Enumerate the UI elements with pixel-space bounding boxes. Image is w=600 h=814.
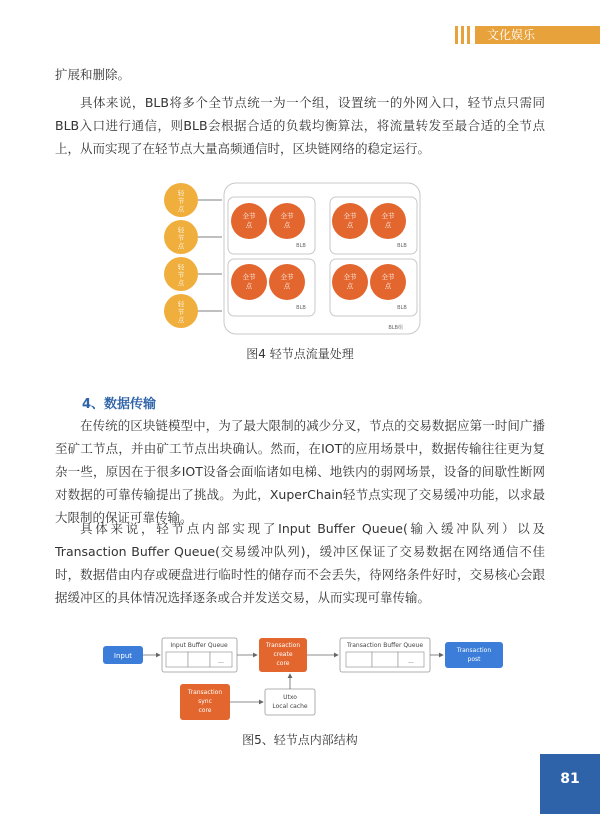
svg-text:全节: 全节 — [280, 212, 294, 220]
svg-text:点: 点 — [283, 282, 291, 290]
paragraph-4: 具体来说，轻节点内部实现了Input Buffer Queue(输入缓冲队列）以及 Transaction Buffer Queue(交易缓冲队列)，缓冲区保证了交易数据在网络通信不佳时，数据借由内存或硬盘进行临时性的储存而不会丢失，待网络条件好时，交易核心会跟据缓冲区的具体情况选择逐条或合并发送交易，从而实现可靠传输。 — [55, 521, 545, 605]
svg-text:点: 点 — [384, 221, 392, 229]
svg-text:点: 点 — [177, 242, 185, 250]
svg-text:Transaction: Transaction — [456, 647, 492, 654]
svg-text:全节: 全节 — [381, 212, 395, 220]
light-node-2 — [164, 220, 198, 254]
svg-text:core: core — [276, 660, 290, 667]
svg-text:core: core — [198, 707, 212, 714]
svg-text:Local cache: Local cache — [272, 703, 308, 710]
svg-text:...: ... — [408, 658, 414, 665]
svg-text:Transaction: Transaction — [265, 642, 301, 649]
svg-text:BLB: BLB — [397, 305, 407, 311]
svg-text:Input Buffer Queue: Input Buffer Queue — [170, 642, 228, 649]
svg-text:全节: 全节 — [381, 273, 395, 281]
paragraph-1: 扩展和删除。 — [55, 67, 131, 82]
utxo-local-cache — [265, 689, 315, 715]
svg-text:轻: 轻 — [177, 263, 185, 271]
svg-text:BLB: BLB — [296, 305, 306, 311]
figure-4-diagram — [160, 178, 440, 338]
figure-5-caption: 图5、轻节点内部结构 — [242, 733, 358, 747]
page-number: 81 — [540, 754, 600, 814]
svg-text:全节: 全节 — [343, 273, 357, 281]
svg-text:点: 点 — [245, 282, 253, 290]
paragraph-3: 在传统的区块链模型中，为了最大限制的减少分叉，节点的交易数据应第一时间广播至矿工节点，并由矿工节点出块确认。然而，在IOT的应用场景中，数据传输往往更为复杂一些，原因在于很多IOT设备会面临诸如电梯、地铁内的弱网场景，设备的间歇性断网对数据的可靠传输提出了挑战。为此，XuperChain轻节点实现了交易缓冲功能，以求最大限制的保证可靠传输。 — [55, 418, 545, 525]
figure-4-caption: 图4 轻节点流量处理 — [246, 347, 354, 361]
section-header: 文化娱乐 — [475, 26, 600, 44]
svg-text:全节: 全节 — [280, 273, 294, 281]
svg-text:点: 点 — [177, 279, 185, 287]
svg-text:轻: 轻 — [177, 189, 185, 197]
svg-text:点: 点 — [177, 316, 185, 324]
svg-text:全节: 全节 — [242, 273, 256, 281]
svg-text:点: 点 — [346, 221, 354, 229]
blb-group-label: BLB组 — [388, 325, 403, 331]
transaction-post — [445, 642, 503, 668]
light-node-1 — [164, 183, 198, 217]
paragraph-2: 具体来说，BLB将多个全节点统一为一个组，设置统一的外网入口，轻节点只需同BLB入口进行通信，则BLB会根据合适的负载均衡算法，将流量转发至最合适的全节点上，从而实现了在轻节点大量高频通信时，区块链网络的稳定运行。 — [55, 95, 545, 156]
svg-text:轻: 轻 — [177, 226, 185, 234]
svg-text:Input: Input — [113, 652, 133, 660]
svg-text:点: 点 — [346, 282, 354, 290]
svg-text:全节: 全节 — [343, 212, 357, 220]
figure-5-diagram — [100, 634, 510, 724]
svg-text:Utxo: Utxo — [283, 694, 297, 701]
svg-text:点: 点 — [177, 205, 185, 213]
svg-text:节: 节 — [177, 234, 185, 242]
light-node-3 — [164, 257, 198, 291]
svg-text:节: 节 — [177, 308, 185, 316]
section-heading: 4、数据传输 — [82, 397, 157, 412]
svg-text:节: 节 — [177, 271, 185, 279]
svg-text:sync: sync — [198, 698, 212, 705]
svg-text:BLB: BLB — [296, 243, 306, 249]
svg-text:...: ... — [218, 658, 224, 665]
svg-text:全节: 全节 — [242, 212, 256, 220]
svg-text:post: post — [467, 656, 481, 663]
svg-text:节: 节 — [177, 197, 185, 205]
svg-text:轻: 轻 — [177, 300, 185, 308]
svg-text:create: create — [273, 651, 293, 658]
svg-text:点: 点 — [384, 282, 392, 290]
svg-text:点: 点 — [245, 221, 253, 229]
svg-text:BLB: BLB — [397, 243, 407, 249]
svg-text:点: 点 — [283, 221, 291, 229]
header-decoration — [455, 26, 470, 44]
svg-text:Transaction Buffer Queue: Transaction Buffer Queue — [346, 642, 424, 649]
light-node-4 — [164, 294, 198, 328]
svg-text:Transaction: Transaction — [187, 689, 223, 696]
